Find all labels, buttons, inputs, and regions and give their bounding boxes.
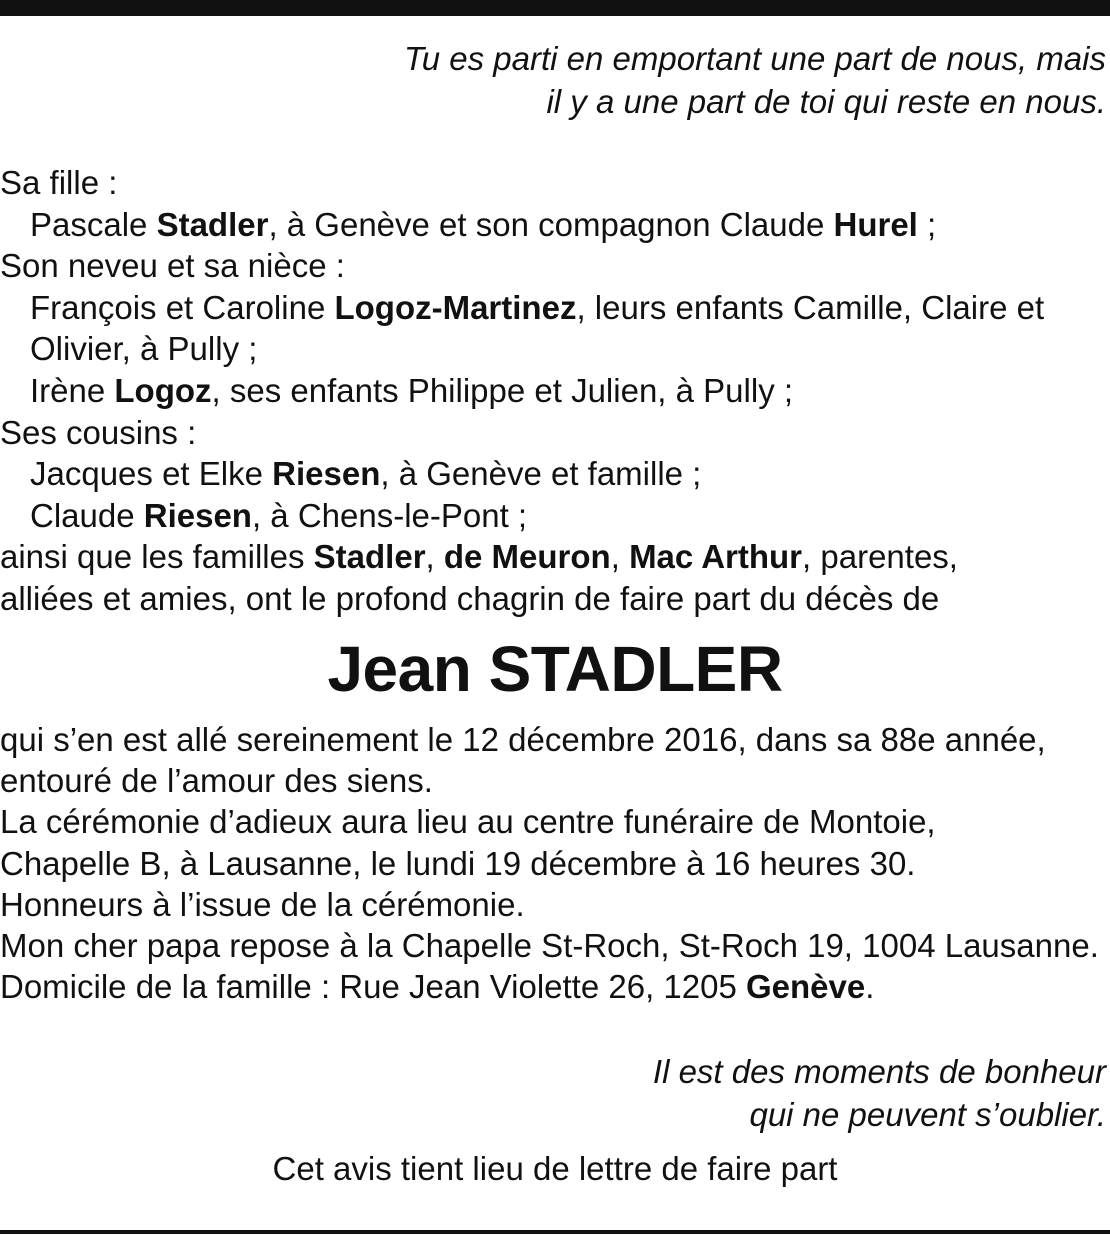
city: Genève bbox=[745, 968, 866, 1006]
surname: Logoz-Martinez bbox=[334, 288, 577, 326]
text: Claude bbox=[30, 496, 144, 534]
details-line: Mon cher papa repose à la Chapelle St-Roch, St-Roch 19, 1004 Lausanne. bbox=[0, 927, 1099, 965]
text: . bbox=[865, 968, 875, 1006]
text: Domicile de la famille : Rue Jean Violette 26, 1205 bbox=[0, 968, 746, 1006]
details-line: Chapelle B, à Lausanne, le lundi 19 décembre à 16 heures 30. bbox=[0, 844, 916, 882]
niece-entry bbox=[0, 370, 1106, 412]
nephew-entry bbox=[0, 287, 1106, 329]
families-line bbox=[0, 536, 1106, 578]
bottom-rule bbox=[0, 1230, 1110, 1234]
cousin-entry bbox=[0, 453, 1106, 495]
epigraph bbox=[404, 37, 1106, 123]
closing-quote-line-2: qui ne peuvent s’oublier. bbox=[749, 1096, 1106, 1133]
text: Irène bbox=[30, 371, 115, 409]
family-address-line bbox=[0, 966, 1106, 1007]
daughter-heading: Sa fille : bbox=[0, 164, 118, 201]
text: , à Chens-le-Pont ; bbox=[251, 496, 528, 534]
closing-quote-line-1: Il est des moments de bonheur bbox=[652, 1053, 1106, 1090]
surname: Stadler bbox=[313, 538, 426, 576]
epigraph-line-2: il y a une part de toi qui reste en nous. bbox=[546, 83, 1106, 120]
epigraph-line-1: Tu es parti en emportant une part de nous, mais bbox=[404, 40, 1106, 77]
text: , bbox=[610, 538, 630, 576]
surname: Stadler bbox=[156, 205, 269, 243]
details-line: qui s’en est allé sereinement le 12 décembre 2016, dans sa 88e année, bbox=[0, 721, 1046, 758]
closing-quote bbox=[653, 1050, 1106, 1136]
text: ; bbox=[917, 205, 937, 243]
surname: Riesen bbox=[272, 455, 381, 493]
deceased-name: Jean STADLER bbox=[327, 633, 783, 705]
surname: Riesen bbox=[143, 496, 252, 534]
text: , bbox=[425, 538, 444, 576]
cousins-heading: Ses cousins : bbox=[0, 413, 197, 451]
surname: Mac Arthur bbox=[629, 538, 803, 576]
cousin-entry bbox=[0, 495, 1106, 537]
text: Jacques et Elke bbox=[30, 455, 273, 493]
nephew-entry-continued: Olivier, à Pully ; bbox=[30, 330, 258, 368]
details-line: La cérémonie d’adieux aura lieu au centre funéraire de Montoie, bbox=[0, 803, 936, 841]
text: , à Genève et famille ; bbox=[380, 455, 702, 493]
text: , parentes, bbox=[802, 538, 958, 576]
text: François et Caroline bbox=[30, 288, 335, 326]
text: , ses enfants Philippe et Julien, à Pully ; bbox=[211, 371, 794, 409]
top-rule bbox=[0, 0, 1110, 16]
details-line: entouré de l’amour des siens. bbox=[0, 762, 433, 800]
surname: Hurel bbox=[833, 205, 918, 243]
announcement-line: alliées et amies, ont le profond chagrin de faire part du décès de bbox=[0, 579, 940, 617]
text: ainsi que les familles bbox=[0, 538, 314, 576]
text: Pascale bbox=[30, 205, 157, 243]
details-line: Honneurs à l’issue de la cérémonie. bbox=[0, 885, 525, 923]
surname: de Meuron bbox=[443, 538, 611, 576]
nephew-heading: Son neveu et sa nièce : bbox=[0, 247, 345, 285]
text: , à Genève et son compagnon Claude bbox=[268, 205, 834, 243]
daughter-entry bbox=[0, 204, 1106, 246]
text: , leurs enfants Camille, Claire et bbox=[576, 288, 1045, 326]
family-list bbox=[0, 162, 1106, 620]
surname: Logoz bbox=[114, 371, 212, 409]
footer-note: Cet avis tient lieu de lettre de faire part bbox=[272, 1150, 838, 1187]
ceremony-details bbox=[0, 719, 1106, 1007]
